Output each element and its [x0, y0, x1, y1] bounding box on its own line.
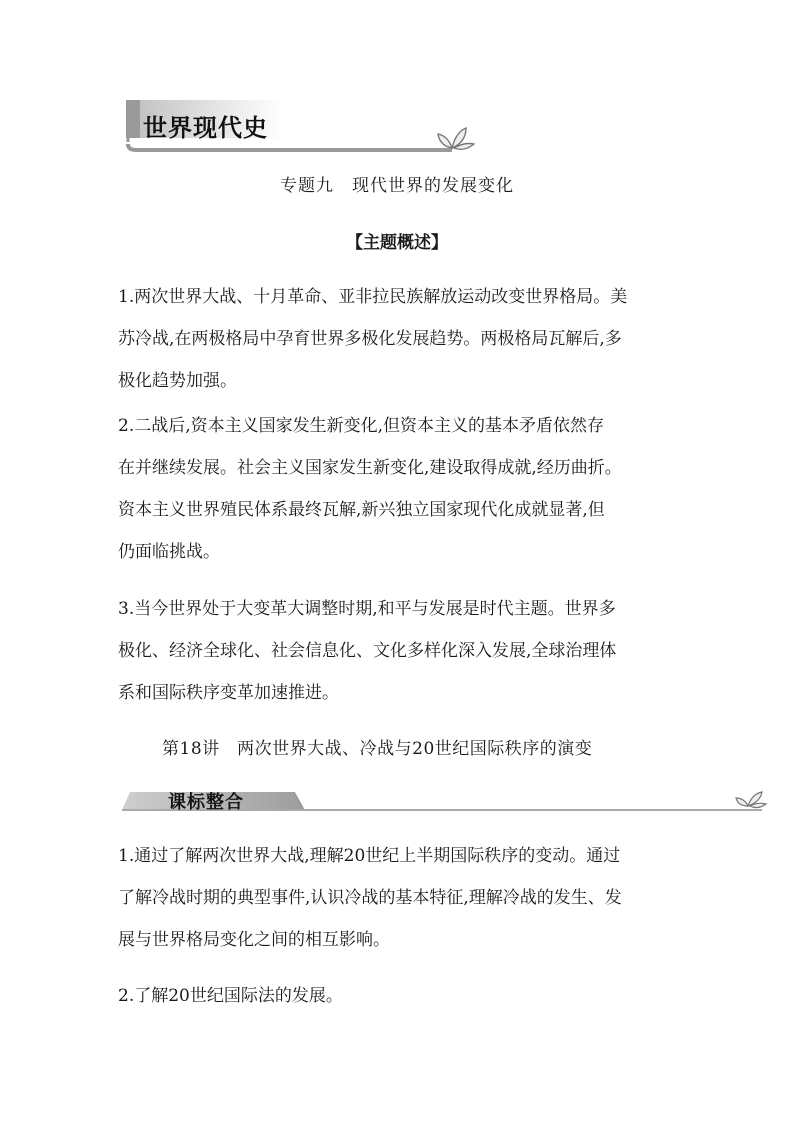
lesson-title: 第18讲 两次世界大战、冷战与20世纪国际秩序的演变 — [162, 739, 593, 759]
paragraph-line: 3.当今世界处于大变革大调整时期,和平与发展是时代主题。世界多 — [118, 599, 616, 619]
paragraph-line: 极化趋势加强。 — [118, 371, 237, 391]
paragraph-line: 2.二战后,资本主义国家发生新变化,但资本主义的基本矛盾依然存 — [118, 416, 605, 436]
paragraph-line: 系和国际秩序变革加速推进。 — [118, 683, 339, 703]
overview-paragraph-2 — [118, 405, 718, 573]
paragraph-line: 1.通过了解两次世界大战,理解20世纪上半期国际秩序的变动。通过 — [118, 846, 621, 866]
paragraph-line: 在并继续发展。社会主义国家发生新变化,建设取得成就,经历曲折。 — [118, 458, 622, 478]
paragraph-line: 资本主义世界殖民体系最终瓦解,新兴独立国家现代化成就显著,但 — [118, 500, 605, 520]
curriculum-item-2 — [118, 975, 718, 1017]
paragraph-line: 仍面临挑战。 — [118, 542, 220, 562]
curriculum-item-1 — [118, 835, 718, 961]
paragraph-line: 展与世界格局变化之间的相互影响。 — [118, 930, 390, 950]
banner-title: 世界现代史 — [143, 114, 268, 142]
overview-paragraph-1 — [118, 276, 718, 402]
paragraph-line: 苏冷战,在两极格局中孕育世界多极化发展趋势。两极格局瓦解后,多 — [118, 329, 622, 349]
paragraph-line: 1.两次世界大战、十月革命、亚非拉民族解放运动改变世界格局。美 — [118, 287, 628, 307]
paragraph-line: 了解冷战时期的典型事件,认识冷战的基本特征,理解冷战的发生、发 — [118, 888, 622, 908]
curriculum-title: 课标整合 — [168, 792, 244, 813]
paragraph-line: 极化、经济全球化、社会信息化、文化多样化深入发展,全球治理体 — [118, 641, 617, 661]
topic-title: 专题九 现代世界的发展变化 — [280, 176, 514, 196]
overview-paragraph-3 — [118, 588, 718, 714]
leaf-icon — [438, 128, 474, 149]
section-label: 【主题概述】 — [346, 233, 448, 253]
leaf-icon — [736, 792, 766, 808]
paragraph-line: 2.了解20世纪国际法的发展。 — [118, 986, 343, 1006]
